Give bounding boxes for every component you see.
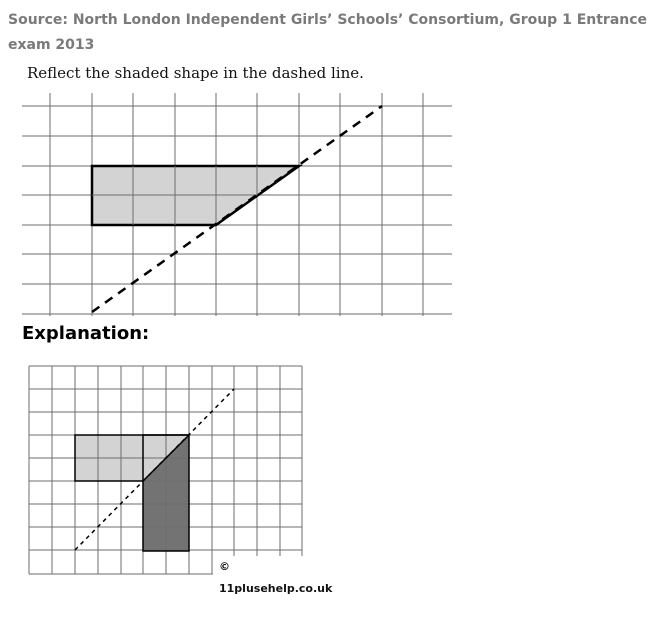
- explanation-heading: Explanation:: [22, 323, 150, 344]
- explanation-grid-lines: [29, 366, 302, 574]
- question-text: Reflect the shaded shape in the dashed line.: [27, 64, 364, 82]
- source-citation: Source: North London Independent Girls’ Schools’ Consortium, Group 1 Entrance exam 2013: [8, 12, 648, 53]
- copyright-credit: © 11plusehelp.co.uk: [213, 556, 347, 578]
